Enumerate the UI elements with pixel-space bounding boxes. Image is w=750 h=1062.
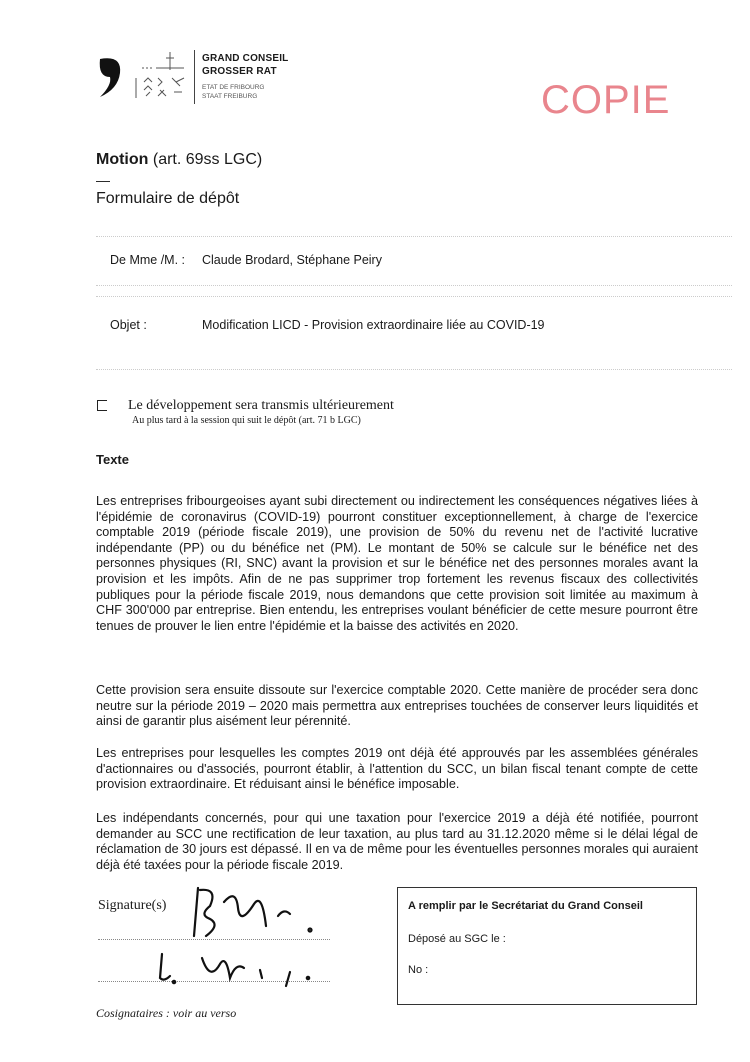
from-label: De Mme /M. : — [110, 253, 186, 267]
cosignataires-note: Cosignataires : voir au verso — [96, 1006, 237, 1020]
texte-heading: Texte — [96, 452, 129, 467]
grand-conseil-logo-mark — [96, 55, 126, 99]
title-dash: — — [96, 172, 110, 188]
number-label: No : — [408, 964, 429, 976]
title-motion: Motion — [96, 151, 149, 168]
motion-paragraph-1: Les entreprises fribourgeoises ayant subi directement ou indirectement les conséquences négatives liées à l'épidémie de coronavirus (COVID-19) pourront constituer exceptionnellement, à charge de l'exercice comptable 2019 (période fiscale 2019), une provision de 50% du revenu net de l'activité lucrative indépendante (PP) ou du bénéfice net (PM). Le montant de 50% se calcule sur le bénéfice net des personnes physiques (RI, SNC) avant la provision et sur le bénéfice net des personnes morales avant la provision et les impôts. Afin de ne pas supprimer trop fortement les revenus fiscaux des collectivités publiques pour la période fiscale 2019, nous demandons que cette provision soit limitée au maximum à CHF 300'000 par entreprise. Bien entendu, les entreprises voulant bénéficier de cette mesure pourront être tenues de prouver le lien entre l'épidémie et la baisse des activités en 2020. — [96, 494, 698, 633]
subject-row — [96, 296, 732, 370]
document-title — [96, 151, 262, 169]
org-name-de: GROSSER RAT — [202, 66, 277, 77]
state-name-de: STAAT FREIBURG — [202, 93, 258, 100]
deposit-date-label: Déposé au SGC le : — [408, 933, 506, 945]
from-value: Claude Brodard, Stéphane Peiry — [202, 253, 382, 267]
secretariat-box — [397, 887, 697, 1005]
subject-label: Objet : — [110, 318, 147, 332]
document-subtitle: Formulaire de dépôt — [96, 190, 240, 207]
header-divider — [194, 50, 195, 104]
handwritten-signatures — [140, 878, 340, 990]
title-article: (art. 69ss LGC) — [148, 151, 263, 168]
state-name-fr: ETAT DE FRIBOURG — [202, 84, 265, 91]
copie-stamp: COPIE — [541, 78, 671, 122]
motion-paragraph-4: Les indépendants concernés, pour qui une taxation pour l'exercice 2019 a déjà été notifiée, pourront demander au SCC une rectification de leur taxation, au plus tard au 31.12.2020 même si le délai légal de réclamation de 30 jours est dépassé. Il en va de même pour les éventuelles personnes morales qui auraient déjà été taxées pour la période fiscale 2019. — [96, 811, 698, 872]
org-name-fr: GRAND CONSEIL — [202, 53, 289, 64]
development-deadline-note: Au plus tard à la session qui suit le dépôt (art. 71 b LGC) — [132, 415, 361, 426]
development-note: Le développement sera transmis ultérieurement — [128, 398, 394, 413]
development-later-checkbox[interactable] — [97, 400, 107, 411]
secretariat-title: A remplir par le Secrétariat du Grand Conseil — [408, 900, 643, 912]
signature-label: Signature(s) — [98, 898, 167, 913]
grand-conseil-emblem-icon — [132, 48, 190, 104]
motion-paragraph-2: Cette provision sera ensuite dissoute sur l'exercice comptable 2020. Cette manière de procéder sera donc neutre sur la période 2019 – 2020 mais permettra aux entreprises touchées de conserver leurs liquidités et ainsi de garantir plus aisément leur pérennité. — [96, 683, 698, 729]
from-row — [96, 236, 732, 286]
subject-value: Modification LICD - Provision extraordinaire liée au COVID-19 — [202, 318, 545, 332]
motion-paragraph-3: Les entreprises pour lesquelles les comptes 2019 ont déjà été approuvés par les assemblées générales d'actionnaires ou d'associés, pourront établir, à l'attention du SCC, un bilan fiscal tenant compte de cette provision extraordinaire. Et réduisant ainsi le bénéfice imposable. — [96, 746, 698, 792]
